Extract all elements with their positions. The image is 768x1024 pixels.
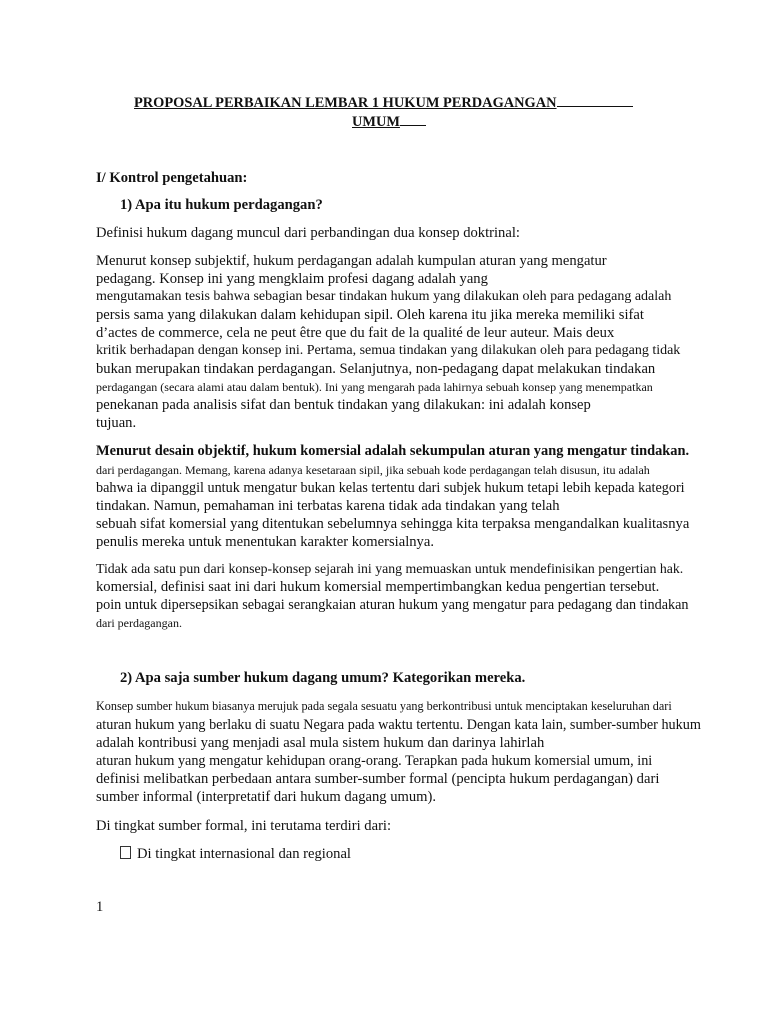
paragraph-5-line: aturan hukum yang mengatur kehidupan orang-orang. Terapkan pada hukum komersial umum, ini (96, 753, 653, 769)
section-heading: I/ Kontrol pengetahuan: (96, 170, 248, 186)
paragraph-2-line: Menurut konsep subjektif, hukum perdagangan adalah kumpulan aturan yang mengatur (96, 253, 607, 269)
paragraph-5-line: Konsep sumber hukum biasanya merujuk pada segala sesuatu yang berkontribusi untuk menciptakan keseluruhan dari (96, 699, 672, 713)
paragraph-2-line: bukan merupakan tindakan perdagangan. Selanjutnya, non-pedagang dapat melakukan tindakan (96, 361, 656, 377)
title-line-1 (134, 95, 633, 112)
question-1: 1) Apa itu hukum perdagangan? (120, 197, 323, 213)
paragraph-5-line: adalah kontribusi yang menjadi asal mula sistem hukum dan darinya lahirlah (96, 735, 545, 751)
paragraph-2-line: mengutamakan tesis bahwa sebagian besar tindakan hukum yang dilakukan oleh para pedagang adalah (96, 289, 672, 304)
bullet-item (120, 845, 351, 863)
paragraph-3-line: dari perdagangan. Memang, karena adanya kesetaraan sipil, jika sebuah kode perdagangan telah disusun, itu adalah (96, 463, 650, 477)
paragraph-5-line: sumber informal (interpretatif dari hukum dagang umum). (96, 789, 437, 805)
paragraph-2-line: d’actes de commerce, cela ne peut être que du fait de la qualité de leur auteur. Mais deux (96, 325, 615, 341)
question-2: 2) Apa saja sumber hukum dagang umum? Kategorikan mereka. (120, 670, 526, 686)
paragraph-1: Definisi hukum dagang muncul dari perbandingan dua konsep doktrinal: (96, 225, 520, 241)
paragraph-2-line: persis sama yang dilakukan dalam kehidupan sipil. Oleh karena itu jika mereka memiliki sifat (96, 307, 644, 323)
title-blank-2 (400, 125, 426, 126)
title-line-2 (352, 114, 426, 131)
paragraph-3-line: sebuah sifat komersial yang ditentukan sebelumnya sehingga kita terpaksa mengandalkan kualitasnya (96, 516, 690, 532)
bullet-glyph-icon (120, 846, 131, 859)
title-blank-1 (557, 106, 633, 107)
paragraph-3-line: bahwa ia dipanggil untuk mengatur bukan kelas tertentu dari subjek hukum tetapi lebih kepada kategori (96, 480, 685, 496)
paragraph-4-line: poin untuk dipersepsikan sebagai serangkaian aturan hukum yang mengatur para pedagang dan tindakan (96, 597, 689, 613)
paragraph-2-line: pedagang. Konsep ini yang mengklaim profesi dagang adalah yang (96, 271, 488, 287)
bullet-text: Di tingkat internasional dan regional (137, 846, 351, 862)
paragraph-3-line: penulis mereka untuk menentukan karakter komersialnya. (96, 534, 434, 550)
title-text-1: PROPOSAL PERBAIKAN LEMBAR 1 HUKUM PERDAGANGAN (134, 95, 557, 111)
paragraph-4-line: Tidak ada satu pun dari konsep-konsep sejarah ini yang memuaskan untuk mendefinisikan pengertian hak. (96, 561, 684, 576)
title-text-2: UMUM (352, 114, 400, 130)
paragraph-4-line: dari perdagangan. (96, 616, 182, 630)
paragraph-2-line: penekanan pada analisis sifat dan bentuk tindakan yang dilakukan: ini adalah konsep (96, 397, 591, 413)
page-number: 1 (96, 899, 104, 915)
paragraph-3-line: tindakan. Namun, pemahaman ini terbatas karena tidak ada tindakan yang telah (96, 498, 560, 514)
paragraph-2-line: kritik berhadapan dengan konsep ini. Pertama, semua tindakan yang dilakukan oleh para pedagang tidak (96, 343, 681, 358)
paragraph-4-line: komersial, definisi saat ini dari hukum komersial mempertimbangkan kedua pengertian tersebut. (96, 579, 660, 595)
paragraph-5-line: aturan hukum yang berlaku di suatu Negara pada waktu tertentu. Dengan kata lain, sumber-sumber hukum (96, 717, 701, 733)
paragraph-6: Di tingkat sumber formal, ini terutama terdiri dari: (96, 818, 392, 834)
paragraph-2-line: tujuan. (96, 415, 137, 431)
paragraph-3-lead: Menurut desain objektif, hukum komersial adalah sekumpulan aturan yang mengatur tindakan. (96, 443, 690, 459)
paragraph-2-line: perdagangan (secara alami atau dalam bentuk). Ini yang mengarah pada lahirnya sebuah konsep yang menempatkan (96, 380, 653, 394)
paragraph-5-line: definisi melibatkan perbedaan antara sumber-sumber formal (pencipta hukum perdagangan) dari (96, 771, 660, 787)
